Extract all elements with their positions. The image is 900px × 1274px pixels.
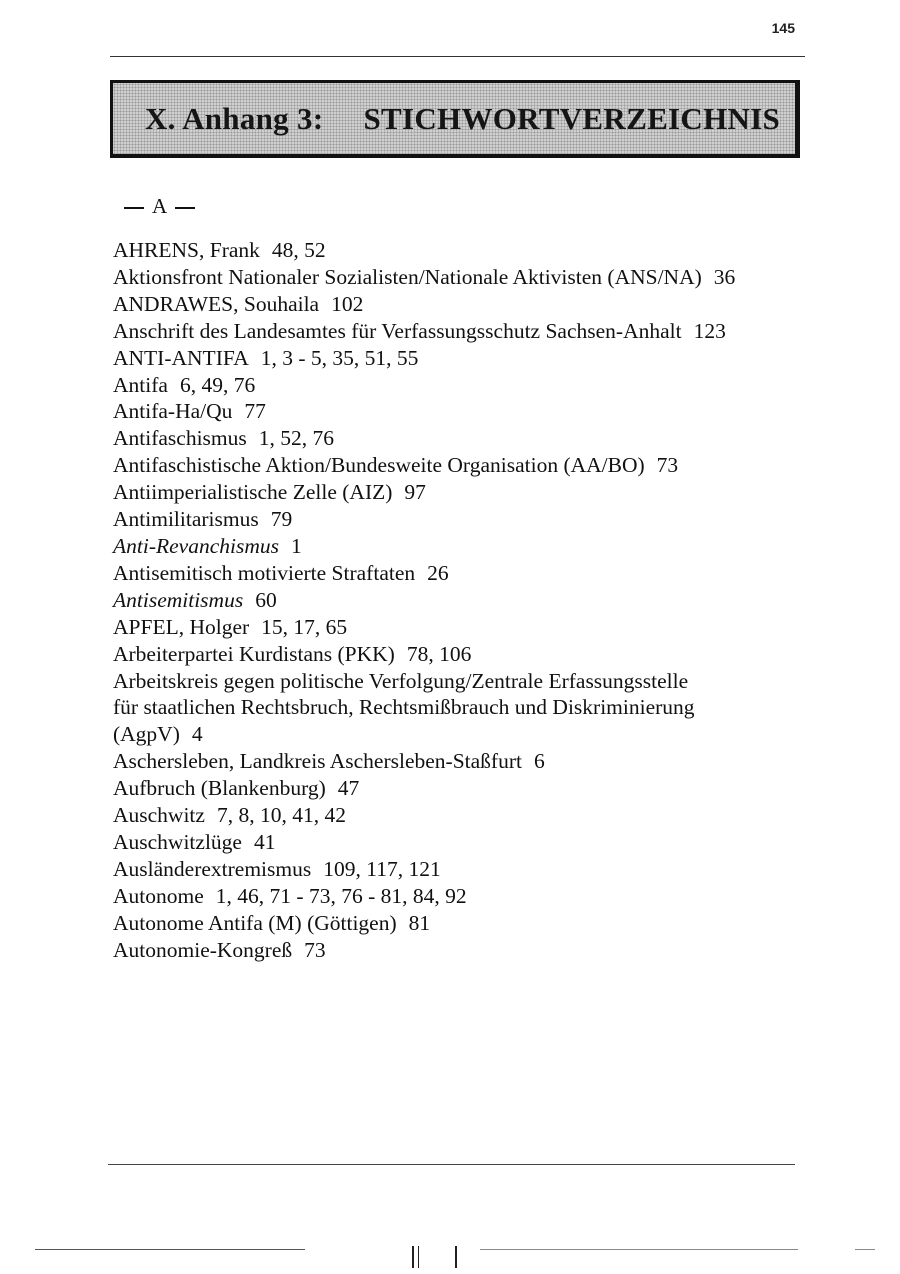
entry-term: Antifaschismus <box>113 426 247 451</box>
scan-mark-bar <box>418 1246 419 1268</box>
scan-mark-bar <box>455 1246 457 1268</box>
entry-term: AHRENS, Frank <box>113 238 260 262</box>
index-entry <box>113 910 813 937</box>
index-entry <box>113 748 813 775</box>
entry-pages: 73 <box>656 453 679 478</box>
index-entry <box>113 614 813 641</box>
index-entry <box>113 641 813 668</box>
entry-pages: 1, 46, 71 - 73, 76 - 81, 84, 92 <box>215 883 467 908</box>
entry-term: Anti-Revanchismus <box>113 533 279 558</box>
entry-pages: 97 <box>404 480 426 505</box>
entry-term: Aktionsfront Nationaler Sozialisten/Nationale Aktivisten (ANS/NA) <box>113 264 702 289</box>
index-entry <box>113 291 813 318</box>
entry-pages: 81 <box>408 910 431 935</box>
index-entry <box>113 398 813 425</box>
scan-edge-line-right <box>480 1249 798 1250</box>
entry-term: Antifa <box>113 372 168 397</box>
index-entry-continuation <box>113 721 813 748</box>
entry-pages: 1 <box>291 533 302 558</box>
entry-pages: 41 <box>253 829 276 854</box>
entry-pages: 7, 8, 10, 41, 42 <box>216 803 346 828</box>
entry-pages: 26 <box>427 560 449 585</box>
index-entry <box>113 775 813 802</box>
entry-term: Antiimperialistische Zelle (AIZ) <box>113 480 393 505</box>
chapter-title <box>145 101 780 137</box>
footer-rule <box>108 1164 795 1165</box>
entry-term: Aufbruch (Blankenburg) <box>113 776 326 801</box>
entry-pages: 102 <box>331 291 364 316</box>
entry-term: Antimilitarismus <box>113 507 259 532</box>
entry-pages: 77 <box>244 399 266 424</box>
entry-term: ANTI-ANTIFA <box>113 345 249 370</box>
entry-term: Auschwitzlüge <box>113 829 242 854</box>
entry-pages: 123 <box>693 318 726 343</box>
entry-pages: 6, 49, 76 <box>179 372 256 397</box>
index-entry <box>113 937 813 964</box>
entry-term: Arbeitskreis gegen politische Verfolgung/Zentrale Erfassungsstelle <box>113 668 689 693</box>
entry-term: Antisemitisch motivierte Straftaten <box>113 560 416 585</box>
section-heading-a <box>116 194 203 219</box>
entry-pages: 48, 52 <box>271 238 326 262</box>
index-entry <box>113 452 813 479</box>
entry-term: Auschwitz <box>113 803 205 828</box>
entry-pages: 60 <box>255 587 277 612</box>
entry-term: APFEL, Holger <box>113 614 250 639</box>
page-number: 145 <box>771 20 795 36</box>
entry-term: ANDRAWES, Souhaila <box>113 291 320 316</box>
index-entry <box>113 668 813 695</box>
chapter-title-prefix: X. Anhang 3: <box>145 101 324 136</box>
entry-term: für staatlichen Rechtsbruch, Rechtsmißbrauch und Diskriminierung <box>113 695 695 720</box>
index-entry <box>113 237 813 264</box>
entry-term: Antifa-Ha/Qu <box>113 399 233 424</box>
index-entry <box>113 264 813 291</box>
entry-pages: 47 <box>337 776 360 801</box>
entry-term: Autonome Antifa (M) (Göttigen) <box>113 910 397 935</box>
entry-term: Anschrift des Landesamtes für Verfassungsschutz Sachsen-Anhalt <box>113 318 682 343</box>
entry-pages: 79 <box>270 507 293 532</box>
entry-pages: 36 <box>713 264 736 289</box>
entry-term: Autonome <box>113 883 204 908</box>
index-entry <box>113 506 813 533</box>
index-entry <box>113 587 813 614</box>
entry-term: (AgpV) <box>113 722 180 747</box>
entry-pages: 4 <box>191 722 203 747</box>
entry-term: Autonomie-Kongreß <box>113 937 293 962</box>
entry-pages: 109, 117, 121 <box>323 856 441 881</box>
scan-mark-bar <box>412 1246 414 1268</box>
index-entry <box>113 856 813 883</box>
index-entry <box>113 802 813 829</box>
scan-edge-line-far <box>855 1249 875 1250</box>
section-letter: A <box>152 194 168 218</box>
index-entry <box>113 345 813 372</box>
index-entry <box>113 318 813 345</box>
entry-term: Aschersleben, Landkreis Aschersleben-Staßfurt <box>113 749 522 774</box>
index-entry <box>113 883 813 910</box>
index-entry-list <box>113 237 813 963</box>
entry-term: Ausländerextremismus <box>113 856 312 881</box>
header-rule <box>110 56 805 57</box>
chapter-title-box <box>110 80 800 158</box>
index-entry-continuation <box>113 694 813 721</box>
dash-right <box>175 207 195 209</box>
entry-pages: 6 <box>533 749 545 774</box>
index-entry <box>113 829 813 856</box>
scan-edge-line-left <box>35 1249 305 1250</box>
entry-term: Arbeiterpartei Kurdistans (PKK) <box>113 641 395 666</box>
index-entry <box>113 560 813 587</box>
entry-pages: 15, 17, 65 <box>261 614 348 639</box>
index-entry <box>113 425 813 452</box>
chapter-title-main: STICHWORTVERZEICHNIS <box>363 101 781 136</box>
entry-pages: 1, 52, 76 <box>258 426 335 451</box>
index-entry <box>113 479 813 506</box>
entry-pages: 78, 106 <box>406 641 472 666</box>
entry-pages: 73 <box>304 937 326 962</box>
entry-term: Antifaschistische Aktion/Bundesweite Organisation (AA/BO) <box>113 453 645 478</box>
entry-pages: 1, 3 - 5, 35, 51, 55 <box>260 345 419 370</box>
index-entry <box>113 533 813 560</box>
index-entry <box>113 372 813 399</box>
entry-term: Antisemitismus <box>113 587 244 612</box>
dash-left <box>124 207 144 209</box>
